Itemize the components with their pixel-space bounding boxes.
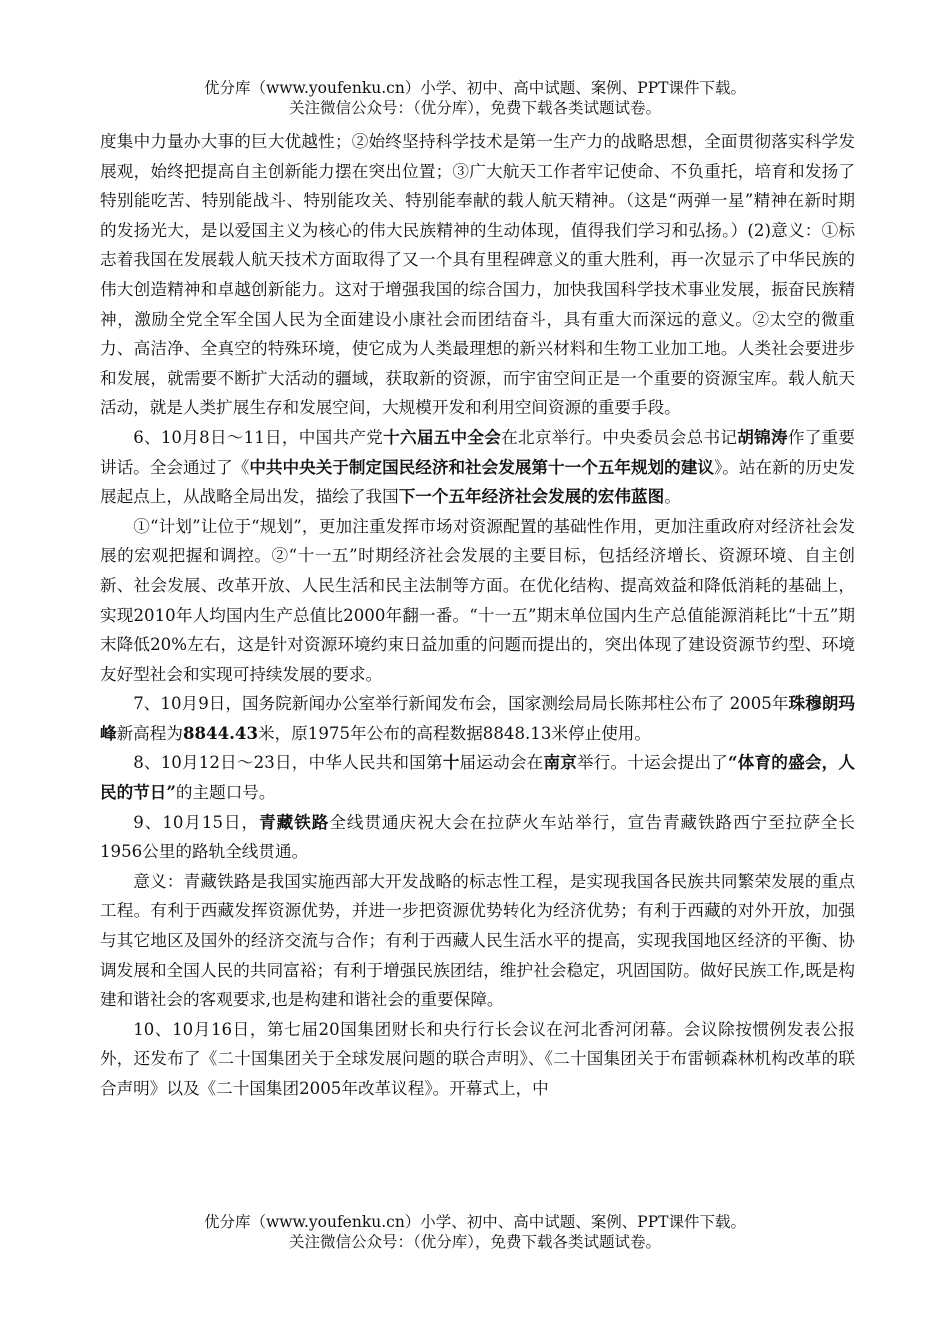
paragraph-railway-significance: 意义：青藏铁路是我国实施西部大开发战略的标志性工程，是实现我国各民族共同繁荣发展的重点工程。有利于西藏发挥资源优势，并进一步把资源优势转化为经济优势；有利于西藏的对外开放，加强与其它地区及国外的经济交流与合作；有利于西藏人民生活水平的提高，实现我国地区经济的平衡、协调发展和全国人民的共同富裕；有利于增强民族团结，维护社会稳定，巩固国防。做好民族工作,既是构建和谐社会的客观要求,也是构建和谐社会的重要保障。 <box>100 871 855 1010</box>
paragraph-fifth-plenum: 6、10月8日～11日，中国共产党十六届五中全会在北京举行。中央委员会总书记胡锦涛作了重要讲话。全会通过了《中共中央关于制定国民经济和社会发展第十一个五年规划的建议》。站在新的历史发展起点上，从战略全局出发，描绘了我国下一个五年经济社会发展的宏伟蓝图。 <box>100 426 856 507</box>
paragraph-national-games: 8、10月12日～23日，中华人民共和国第十届运动会在南京举行。十运会提出了“体育的盛会，人民的节日”的主题口号。 <box>100 752 856 803</box>
paragraph-everest: 7、10月9日，国务院新闻办公室举行新闻发布会，国家测绘局局长陈邦柱公布了 2005年珠穆朗玛峰新高程为8844.43米，原1975年公布的高程数据8848.13米停止使用。 <box>100 693 855 743</box>
paragraph-qinghai-tibet-railway: 9、10月15日，青藏铁路全线贯通庆祝大会在拉萨火车站举行，宣告青藏铁路西宁至拉萨全长1956公里的路轨全线贯通。 <box>100 811 856 862</box>
document-body <box>100 127 855 1104</box>
paragraph-eleventh-plan: ①“计划”让位于“规划”，更加注重发挥市场对资源配置的基础性作用，更加注重政府对经济社会发展的宏观把握和调控。②“十一五”时期经济社会发展的主要目标，包括经济增长、资源环境、自主创新、社会发展、改革开放、人民生活和民主法制等方面。在优化结构、提高效益和降低消耗的基础上，实现2010年人均国内生产总值比2000年翻一番。“十一五”期末单位国内生产总值能源消耗比“十五”期末降低20%左右，这是针对资源环境约束日益加重的问题而提出的，突出体现了建设资源节约型、环境友好型社会和实现可持续发展的要求。 <box>100 516 855 684</box>
paragraph-g20-meeting: 10、10月16日，第七届20国集团财长和央行行长会议在河北香河闭幕。会议除按惯例发表公报外，还发布了《二十国集团关于全球发展问题的联合声明》、《二十国集团关于布雷顿森林机构改革的联合声明》以及《二十国集团2005年改革议程》。开幕式上，中 <box>100 1019 855 1098</box>
footer-line-2: 关注微信公众号：（优分库），免费下载各类试题试卷。 <box>288 1233 661 1251</box>
page-footer <box>0 1212 950 1252</box>
footer-line-1: 优分库（www.youfenku.cn）小学、初中、高中试题、案例、PPT课件下载。 <box>203 1213 747 1231</box>
paragraph-space-program: 度集中力量办大事的巨大优越性；②始终坚持科学技术是第一生产力的战略思想，全面贯彻落实科学发展观，始终把提高自主创新能力摆在突出位置；③广大航天工作者牢记使命、不负重托，培育和发扬了特别能吃苦、特别能战斗、特别能攻关、特别能奉献的载人航天精神。（这是“两弹一星”精神在新时期的发扬光大，是以爱国主义为核心的伟大民族精神的生动体现，值得我们学习和弘扬。）(2)意义：①标志着我国在发展载人航天技术方面取得了又一个具有里程碑意义的重大胜利，再一次显示了中华民族的伟大创造精神和卓越创新能力。这对于增强我国的综合国力，加快我国科学技术事业发展，振奋民族精神，激励全党全军全国人民为全面建设小康社会而团结奋斗，具有重大而深远的意义。②太空的微重力、高洁净、全真空的特殊环境，使它成为人类最理想的新兴材料和生物工业加工地。人类社会要进步和发展，就需要不断扩大活动的疆域，获取新的资源，而宇宙空间正是一个重要的资源宝库。载人航天活动，就是人类扩展生存和发展空间，大规模开发和利用空间资源的重要手段。 <box>100 132 855 418</box>
header-line-2: 关注微信公众号：（优分库），免费下载各类试题试卷。 <box>288 99 661 117</box>
header-line-1: 优分库（www.youfenku.cn）小学、初中、高中试题、案例、PPT课件下载。 <box>203 79 747 97</box>
page-header <box>0 78 950 118</box>
